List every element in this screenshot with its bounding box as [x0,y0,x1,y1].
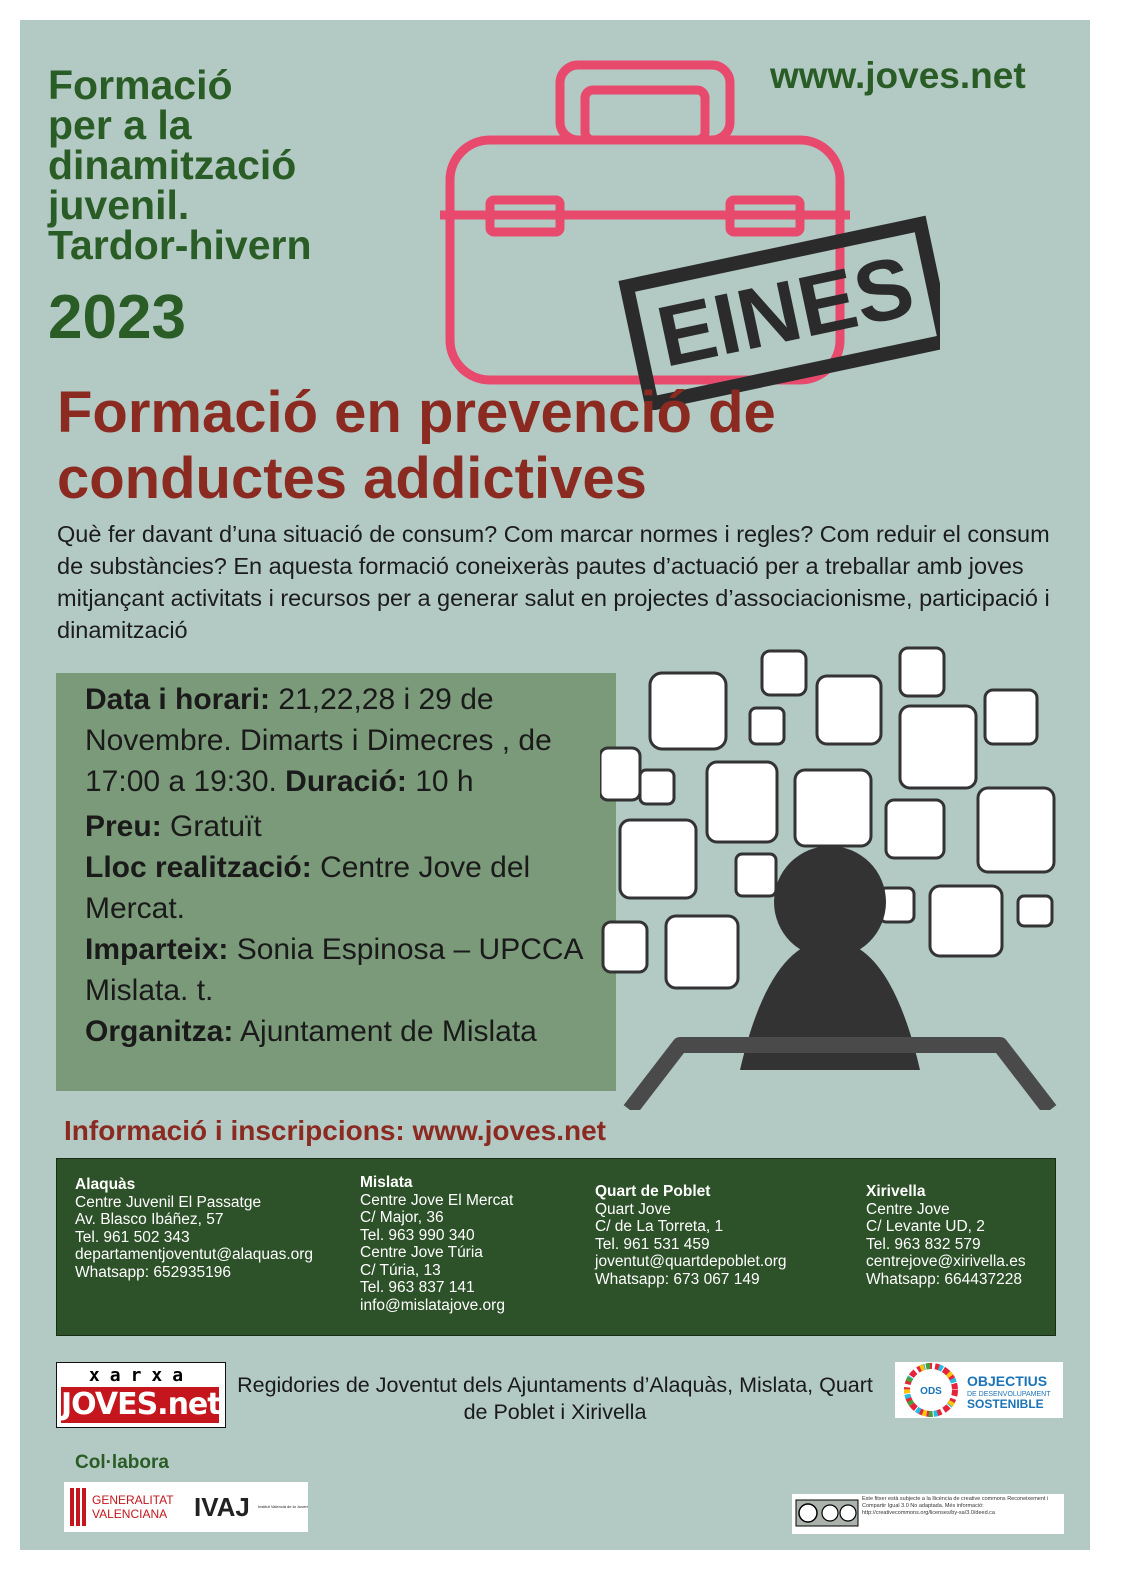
venue-value: Centre Jove del Mercat. [85,851,531,925]
heading-line: juvenil. [48,182,190,228]
gv-line-1: GENERALITAT [92,1493,174,1507]
creative-commons-notice [792,1494,1064,1534]
duration-value: 10 h [406,765,474,798]
pills-icon [650,673,726,749]
contact-line: Centre Jove [866,1200,950,1218]
date-value: 21,22,28 i 29 de Novembre. Dimarts i Dimecres , de 17:00 a 19:30. [85,683,552,798]
cigarette-icon [817,676,881,744]
organizer-row [85,1011,605,1052]
cc-by-sa-icon [792,1494,1064,1534]
title-line-1: Formació en prevenció de [57,380,776,445]
cannabis-icon [762,651,806,695]
toolbox-illustration [420,50,940,410]
price-value: Gratuït [161,810,262,843]
contact-email[interactable]: departamentjoventut@alaquas.org [75,1246,314,1263]
contact-town: Xirivella [866,1183,926,1200]
date-label: Data i horari: [85,683,271,716]
contact-line: Centre Jove Túria [360,1244,483,1261]
venue-row [85,847,605,929]
contact-town: Alaquàs [75,1176,136,1193]
generalitat-logo-icon [64,1482,308,1532]
xarxa-logo-top: xarxa [88,1365,194,1386]
xarxa-logo-bottom: JOVES.net [61,1387,221,1422]
contact-xirivella [866,1183,1026,1288]
contact-line: Centre Juvenil El Passatge [75,1193,262,1211]
cards-icon [886,800,944,858]
title-line-2: conductes addictives [57,446,647,511]
cards-small-icon [603,922,647,972]
beer-icon [666,916,738,988]
ivaj-text: IVAJ [194,1492,250,1522]
contact-line: Whatsapp: 664437228 [866,1270,1022,1288]
cc-text: Este fitxer està subjecte a la llicència de creative commons Reconeixement i Compartir Igual 3.0 No adaptada. Més informació: http://creativecommons.org/licenses/by-sa/3.0/deed.ca [862,1496,1049,1516]
registrations-heading: Informació i inscripcions: www.joves.net [64,1115,606,1146]
contact-email[interactable]: info@mislatajove.org [360,1296,505,1314]
contact-line: Av. Blasco Ibáñez, 57 [75,1211,224,1228]
contact-line: Tel. 963 832 579 [866,1235,981,1253]
ods-line-1: OBJECTIUS [967,1373,1048,1389]
price-label: Preu: [85,810,162,843]
contact-line: Centre Jove El Mercat [360,1191,514,1209]
pills-small-icon [1018,896,1052,926]
collaborates-label: Col·labora [75,1452,169,1473]
syringe-small-icon [640,770,674,804]
contact-alaquas [75,1176,313,1281]
addictions-illustration [600,640,1070,1110]
description: Què fer davant d’una situació de consum? Com marcar normes i regles? Com reduir el consum de substàncies? En aquesta formació coneixeràs pautes d’actuació per a treballar amb joves mitjançant activitats i recursos per a generar salut en projectes d’associacionisme, participació i dinamització [57,521,1050,643]
organizer-value: Ajuntament de Mislata [233,1015,537,1048]
venue-label: Lloc realització: [85,851,312,884]
contact-line: C/ Major, 36 [360,1209,444,1226]
skull-icon [985,690,1037,744]
course-heading [48,62,428,268]
contact-line: Whatsapp: 652935196 [75,1263,231,1281]
contact-line: Tel. 963 990 340 [360,1226,475,1244]
ods-logo [895,1362,1063,1418]
contact-line: Tel. 961 502 343 [75,1228,190,1246]
lighter-icon [750,708,784,744]
razor-icon [930,886,1002,956]
ivaj-subtitle: Institut Valencià de la Joventut [258,1504,308,1509]
contact-line: Quart Jove [595,1200,671,1218]
contact-line: C/ de La Torreta, 1 [595,1218,724,1235]
heading-line: Formació [48,62,233,108]
contact-town: Quart de Poblet [595,1183,711,1200]
heading-line: Tardor-hivern [48,222,312,268]
duration-label: Duració: [276,765,407,798]
trainer-label: Imparteix: [85,933,229,966]
contacts-box [56,1158,1056,1336]
stamp-text: EINES [649,238,922,386]
website-link[interactable]: www.joves.net [770,55,1026,96]
contact-town: Mislata [360,1174,413,1191]
ods-badge: ODS [920,1386,942,1397]
bottle-icon [600,748,640,800]
generalitat-ivaj-logo [64,1482,308,1532]
poster [20,20,1090,1550]
ods-line-2: DE DESENVOLUPAMENT [967,1391,1051,1398]
contact-line: Tel. 961 531 459 [595,1235,710,1253]
trainer-value: Sonia Espinosa – UPCCA Mislata. t. [85,933,582,1007]
eines-stamp [627,224,940,404]
gv-line-2: VALENCIANA [92,1507,168,1521]
contact-email[interactable]: joventut@quartdepoblet.org [595,1253,787,1270]
contact-line: C/ Levante UD, 2 [866,1218,985,1235]
info-box [56,673,616,1091]
alcohol-icon [978,788,1054,872]
date-row [85,679,605,802]
main-title [57,380,1057,512]
contact-quart [595,1183,787,1288]
tablet-icon [900,648,944,696]
heading-line: dinamització [48,142,297,188]
trainer-row [85,929,605,1011]
xarxa-joves-logo [56,1362,226,1428]
cigarette-small-icon [736,854,776,896]
ods-line-3: SOSTENIBLE [967,1397,1044,1411]
contact-mislata [360,1174,513,1314]
ods-wheel-icon [895,1362,1063,1418]
contact-line: Tel. 963 837 141 [360,1279,475,1296]
organizer-label: Organitza: [85,1015,234,1048]
gamepad-icon [620,820,696,898]
regidories-text: Regidories de Joventut dels Ajuntaments d’Alaquàs, Mislata, Quart de Poblet i Xirivella [237,1373,873,1424]
syringe-icon [900,706,976,788]
contact-email[interactable]: centrejove@xirivella.es [866,1253,1026,1270]
contact-line: C/ Túria, 13 [360,1261,441,1279]
phone-icon [707,762,777,842]
heading-line: per a la [48,102,192,148]
price-row [85,806,605,847]
contact-line: Whatsapp: 673 067 149 [595,1270,760,1288]
year: 2023 [48,283,186,352]
cannabis-leaf-icon [795,770,871,846]
